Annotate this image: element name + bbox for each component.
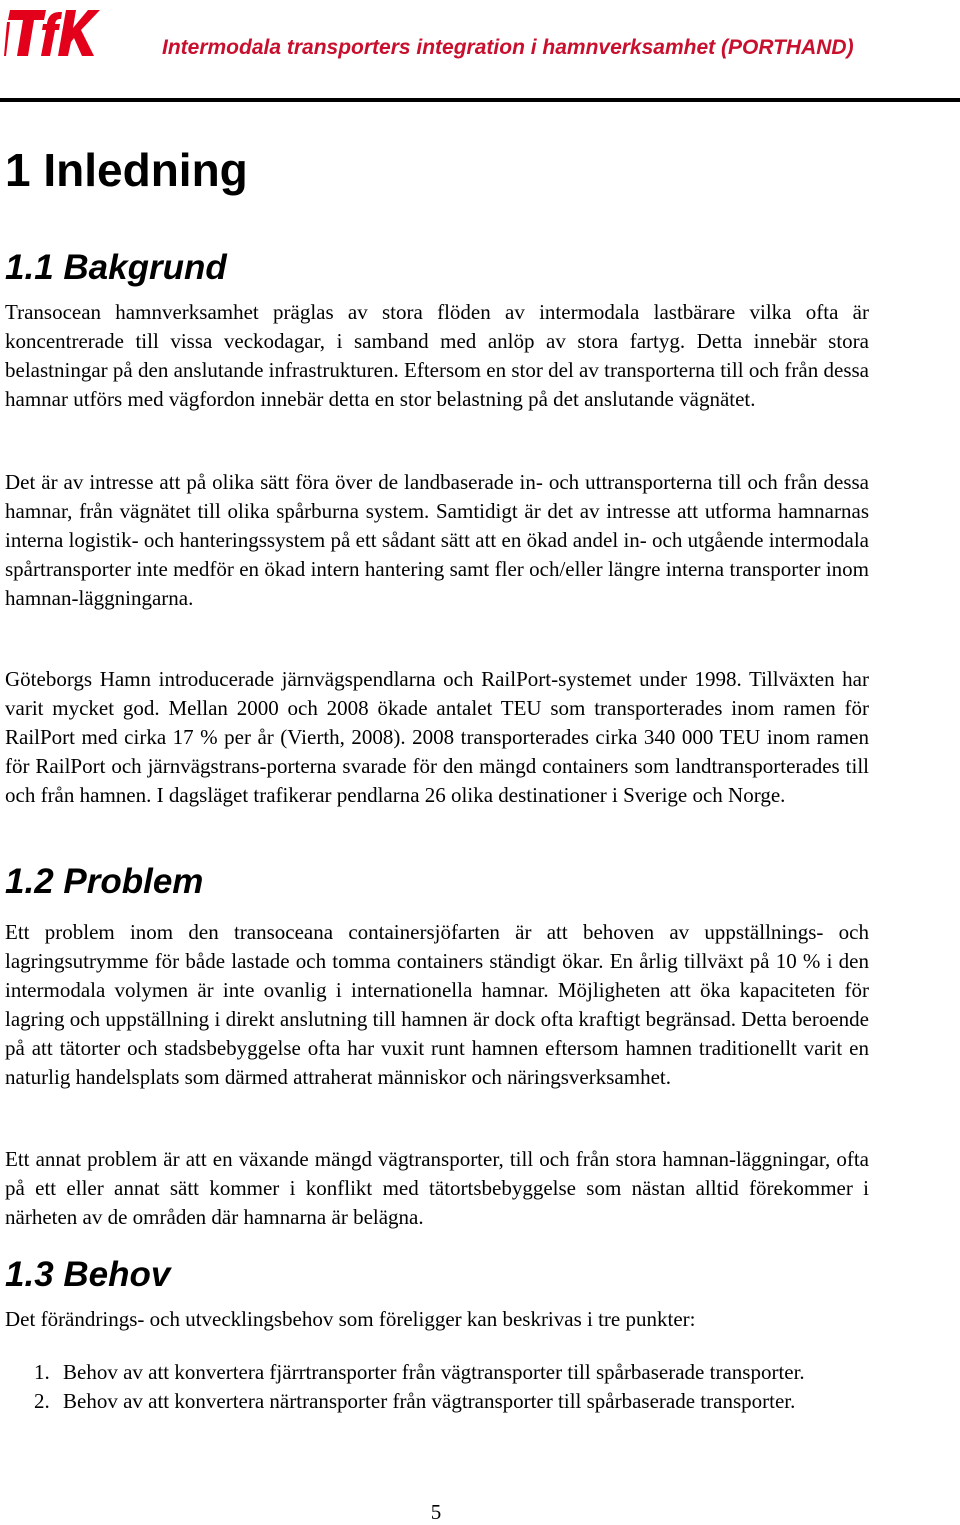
paragraph: Ett problem inom den transoceana containersjöfarten är att behoven av uppställnings- och lagringsutrymme för både lastade och tomma containers ständigt ökar. En årlig tillväxt på 10 % i den intermodala volymen är inte ovanlig i internationella hamnar. Möjligheten att öka kapaciteten för lagring och uppställning i direkt anslutning till hamnen är dock ofta kraftigt begränsad. Detta beroende på att tätorter och stadsbebyggelse ofta har vuxit runt hamnen eftersom hamnen traditionellt varit en naturlig handelsplats som därmed attraherat människor och näringsverksamhet. (5, 920, 869, 1089)
document-header-title: Intermodala transporters integration i hamnverksamhet (PORTHAND) (162, 36, 854, 59)
paragraph: Det förändrings- och utvecklingsbehov som föreligger kan beskrivas i tre punkter: (5, 1307, 696, 1331)
section-heading-bakgrund: 1.1 Bakgrund (5, 248, 227, 287)
chapter-title: 1 Inledning (5, 144, 248, 196)
list-item-number: 2. (34, 1389, 50, 1413)
list-item (0, 1387, 830, 1416)
needs-list (0, 1358, 830, 1416)
page-number: 5 (430, 1500, 442, 1524)
tfk-logo-mark (4, 2, 100, 60)
list-item-number: 1. (34, 1360, 50, 1384)
header-divider (0, 98, 960, 102)
section-heading-behov: 1.3 Behov (5, 1255, 171, 1294)
tfk-logo (4, 2, 100, 60)
list-item-text: Behov av att konvertera närtransporter från vägtransporter till spårbaserade transporter. (63, 1389, 796, 1413)
paragraph: Det är av intresse att på olika sätt föra över de landbaserade in- och uttransporterna till och från dessa hamnar, från vägnätet till olika spårburna system. Samtidigt är det av intresse att utforma hamnarnas interna logistik- och hanteringssystem på ett sådant sätt att en ökad andel in- och utgående intermodala spårtransporter inte medför en ökad intern hantering samt fler och/eller längre interna transporter inom hamnan-läggningarna. (5, 470, 869, 610)
paragraph: Transocean hamnverksamhet präglas av stora flöden av intermodala lastbärare vilka ofta är koncentrerade till vissa veckodagar, i samband med anlöp av stora fartyg. Detta innebär stora belastningar på den anslutande infrastrukturen. Eftersom en stor del av transporterna till och från dessa hamnar utförs med vägfordon innebär detta en stor belastning på det anslutande vägnätet. (5, 300, 869, 411)
list-item (0, 1358, 830, 1387)
paragraph: Göteborgs Hamn introducerade järnvägspendlarna och RailPort-systemet under 1998. Tillväxten har varit mycket god. Mellan 2000 och 2008 ökade antalet TEU som transporterades inom ramen för RailPort med cirka 17 % per år (Vierth, 2008). 2008 transporterades cirka 340 000 TEU inom ramen för RailPort och järnvägstrans-porterna svarade för den mängd containers som landtransporterades till och från hamnen. I dagsläget trafikerar pendlarna 26 olika destinationer i Sverige och Norge. (5, 667, 869, 807)
list-item-text: Behov av att konvertera fjärrtransporter från vägtransporter till spårbaserade transporter. (63, 1360, 805, 1384)
section-heading-problem: 1.2 Problem (5, 862, 204, 901)
paragraph: Ett annat problem är att en växande mängd vägtransporter, till och från stora hamnan-läggningar, ofta på ett eller annat sätt kommer i konflikt med tätortsbebyggelse som nästan alltid förekommer i närheten av de områden där hamnarna är belägna. (5, 1147, 869, 1229)
